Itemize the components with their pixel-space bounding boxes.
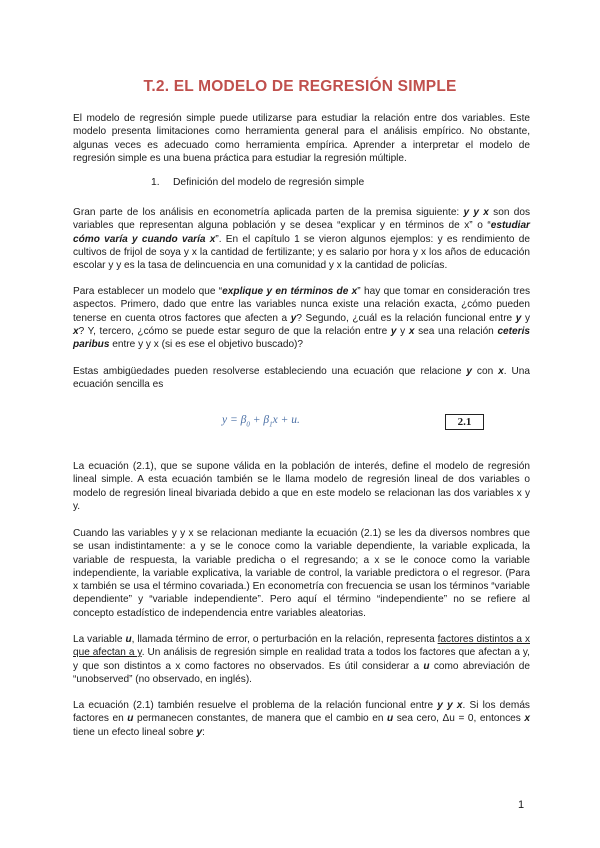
text-run: y (466, 366, 472, 377)
underlined-text: factores distintos a x que afectan a y (73, 634, 530, 659)
text-run: como abreviación de “unobserved” (no observado, en inglés). (73, 660, 530, 685)
text-run: La ecuación (2.1) también resuelve el problema de la relación funcional entre (73, 700, 438, 711)
page-title: T.2. EL MODELO DE REGRESIÓN SIMPLE (143, 78, 457, 95)
text-run: ? Segundo, ¿cuál es la relación funcional entre (296, 312, 516, 324)
text-run: u (127, 713, 134, 725)
intro-paragraph: El modelo de regresión simple puede utilizarse para estudiar la relación entre dos variables. Este modelo presenta limitaciones como herramienta general para el análisis empírico. No obstante, algunas veces es adecuado como herramienta empírica. Aprender a interpretar el modelo de regresión simple es una buena práctica para estudiar la regresión múltiple. (73, 113, 530, 164)
text-run: ” hay que tomar en consideración tres aspectos. Primero, dado que entre las variables nunca existe una relación exacta, ¿cómo pueden tenerse en cuenta otros factores que afecten a (73, 286, 530, 324)
paragraph-definition: La ecuación (2.1), que se supone válida en la población de interés, define el modelo de regresión lineal simple. A esta ecuación también se le llama modelo de regresión lineal de dos variables o modelo de regresión lineal bivariada debido a que en este modelo se relacionan las dos variables x y y. (73, 461, 530, 512)
text-run: . Una ecuación sencilla es (73, 366, 530, 391)
page-number: 1 (518, 799, 525, 811)
text-run: ceteris paribus (73, 325, 530, 351)
text-run: y y x (437, 700, 463, 711)
text-run: y (390, 325, 397, 337)
text-run: ”. En el capítulo 1 se vieron algunos ejemplos: y es rendimiento de cultivos de frijol de soya y x la cantidad de fertilizante; y es salario por hora y x los años de educación escolar y y es la tasa de delincuencia en una comunidad y x la cantidad de policías. (73, 233, 530, 272)
text-run: x (498, 366, 504, 377)
text-run: con (471, 366, 499, 377)
text-run: Para establecer un modelo que “ (73, 286, 223, 297)
text-run: . Si los demás factores en (73, 700, 530, 725)
text-run: u (423, 660, 430, 672)
text-run: y (521, 312, 530, 324)
text-run: ? Y, tercero, ¿cómo se puede estar seguro de que la relación entre (78, 325, 391, 337)
paragraph-error-term (73, 633, 530, 686)
text-run: . Un análisis de regresión simple en realidad trata a todos los factores que afectan a y, y que son distintos a x como factores no observados. Es útil considerar a (73, 647, 530, 672)
text-run: sea cero, Δu = 0, entonces (393, 713, 525, 725)
text-run: Estas ambigüedades pueden resolverse estableciendo una ecuación que relacione (73, 366, 467, 377)
text-run: y (396, 325, 409, 337)
section-label: Definición del modelo de regresión simple (173, 177, 365, 188)
section-heading (151, 177, 364, 188)
section-number: 1. (151, 177, 160, 188)
regression-equation: $y = \beta_0 + \beta_1x + u$. (222, 414, 300, 429)
paragraph-functional-relation (73, 699, 530, 739)
text-run: x (408, 325, 415, 337)
text-run: estudiar cómo varía y cuando varía x (73, 220, 530, 245)
paragraph-ambiguities (73, 365, 530, 392)
text-run: y y x (463, 207, 489, 218)
equation-number-box: 2.1 (445, 414, 484, 430)
text-run: x (524, 713, 530, 725)
paragraph-aspects (73, 285, 530, 351)
text-run: y (196, 726, 203, 738)
text-run: entre y y x (si es ese el objetivo buscado)? (109, 339, 304, 351)
text-run: x (73, 325, 79, 337)
text-run: u (387, 713, 394, 725)
text-run: u (125, 634, 132, 645)
text-run: Gran parte de los análisis en econometría aplicada parten de la premisa siguiente: (73, 207, 464, 218)
text-run: permanecen constantes, de manera que el cambio en (133, 713, 387, 725)
paragraph-premise (73, 206, 530, 272)
text-run: explique y en términos de x (222, 286, 358, 297)
text-run: : (202, 726, 205, 738)
text-run: La variable (73, 634, 126, 645)
text-run: tiene un efecto lineal sobre (73, 726, 197, 738)
text-run: son dos variables que representan alguna población y se desea “explicar y en términos de x” o “ (73, 207, 530, 232)
text-run: sea una relación (414, 325, 498, 337)
text-run: , llamada término de error, o perturbación en la relación, representa (131, 634, 438, 645)
text-run: y (515, 312, 522, 324)
text-run: y (290, 312, 297, 324)
paragraph-names: Cuando las variables y y x se relacionan mediante la ecuación (2.1) se les da diversos nombres que se usan indistintamente: a y se le conoce como la variable dependiente, la variable explicada, la variable de respuesta, la variable predicha o el regresando; a x se le conoce como la variable independiente, la variable explicativa, la variable de control, la variable predictora o el regresor. (Para x también se usa el término covariada.) En econometría con frecuencia se usan los términos “variable dependiente” y “variable independiente”. Pero aquí el término “independiente” no se refiere al concepto estadístico de independencia entre variables aleatorias. (73, 528, 530, 619)
